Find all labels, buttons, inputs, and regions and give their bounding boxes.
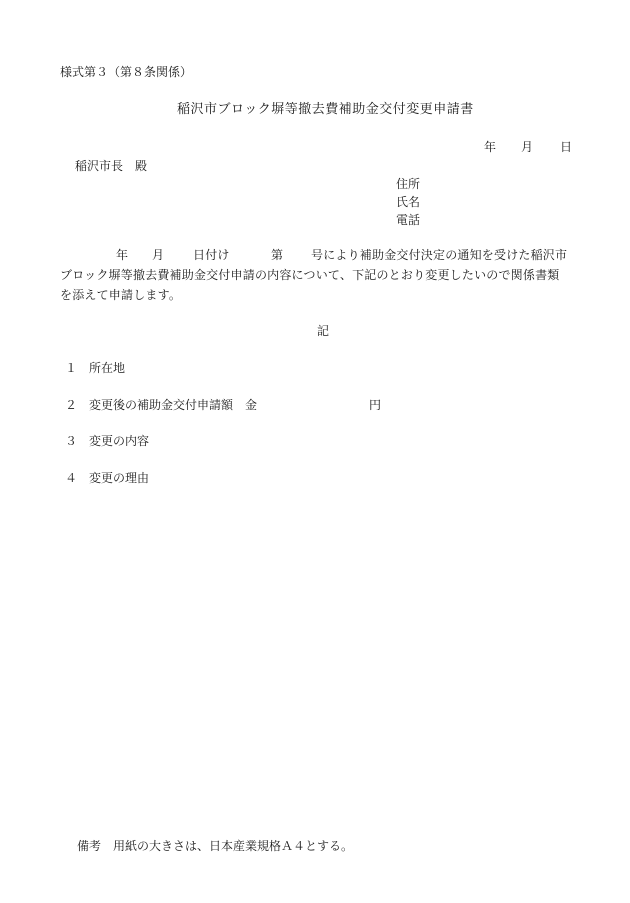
item-number: ４ (65, 471, 78, 485)
body-line3: を添えて申請します。 (60, 288, 182, 302)
date-year-label: 年 (484, 140, 497, 154)
body-month: 月 (152, 248, 165, 262)
item-number: １ (65, 361, 78, 375)
list-item (65, 433, 149, 449)
item-label: 変更後の補助金交付申請額 金 (89, 398, 258, 412)
list-item (65, 360, 125, 376)
form-label: 様式第３（第８条関係） (60, 65, 193, 79)
addressee: 稲沢市長 殿 (75, 159, 148, 173)
body-year: 年 (116, 248, 129, 262)
item-label: 所在地 (89, 361, 126, 375)
item-number: ３ (65, 434, 78, 448)
list-item (65, 397, 257, 413)
applicant-name-label: 氏名 (396, 195, 421, 209)
body-day-dated: 日付け (193, 248, 230, 262)
applicant-phone-label: 電話 (396, 213, 421, 227)
ki-heading: 記 (317, 324, 330, 338)
document-title: 稲沢市ブロック塀等撤去費補助金交付変更申請書 (177, 102, 474, 117)
body-line2: ブロック塀等撤去費補助金交付申請の内容について、下記のとおり変更したいので関係書類 (60, 268, 560, 282)
body-paragraph (60, 245, 585, 305)
body-number-prefix: 第 (271, 248, 284, 262)
body-line1-rest: 号により補助金交付決定の通知を受けた稲沢市 (311, 248, 568, 262)
date-day-label: 日 (560, 140, 573, 154)
applicant-address-label: 住所 (396, 177, 421, 191)
item-number: ２ (65, 398, 78, 412)
item-label: 変更の内容 (89, 434, 150, 448)
list-item (65, 470, 149, 486)
amount-suffix: 円 (369, 398, 382, 412)
footnote: 備考 用紙の大きさは、日本産業規格Ａ４とする。 (77, 839, 354, 853)
date-month-label: 月 (521, 140, 534, 154)
item-label: 変更の理由 (89, 471, 150, 485)
